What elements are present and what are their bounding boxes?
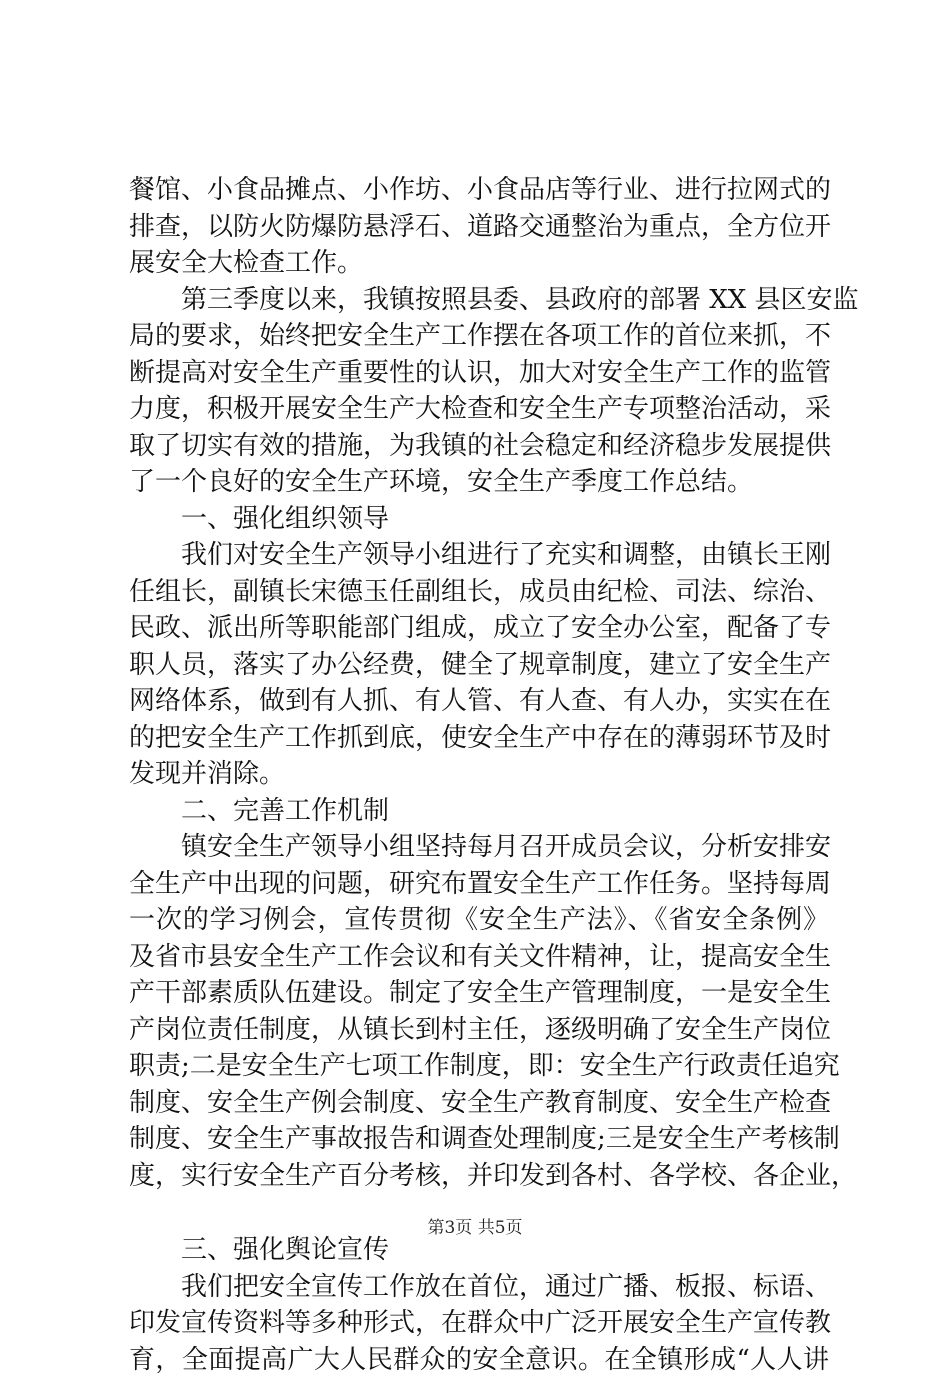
paragraph-line: 排查，以防火防爆防悬浮石、道路交通整治为重点，全方位开 bbox=[129, 209, 829, 246]
paragraph-line: 我们对安全生产领导小组进行了充实和调整，由镇长王刚 bbox=[129, 537, 829, 574]
paragraph-line: 及省市县安全生产工作会议和有关文件精神，让，提高安全生 bbox=[129, 939, 829, 976]
paragraph-line: 力度，积极开展安全生产大检查和安全生产专项整治活动，采 bbox=[129, 391, 829, 428]
section-heading: 二、完善工作机制 bbox=[129, 793, 829, 830]
paragraph-line: 展安全大检查工作。 bbox=[129, 245, 829, 282]
paragraph-line: 局的要求，始终把安全生产工作摆在各项工作的首位来抓，不 bbox=[129, 318, 829, 355]
document-body bbox=[129, 172, 829, 1378]
paragraph-line: 制度、安全生产例会制度、安全生产教育制度、安全生产检查 bbox=[129, 1085, 829, 1122]
paragraph-line: 镇安全生产领导小组坚持每月召开成员会议，分析安排安 bbox=[129, 829, 829, 866]
paragraph-line: 职人员，落实了办公经费，健全了规章制度，建立了安全生产 bbox=[129, 647, 829, 684]
section-heading: 一、强化组织领导 bbox=[129, 501, 829, 538]
paragraph-line: 民政、派出所等职能部门组成，成立了安全办公室，配备了专 bbox=[129, 610, 829, 647]
paragraph-line: 产岗位责任制度，从镇长到村主任，逐级明确了安全生产岗位 bbox=[129, 1012, 829, 1049]
paragraph-line: 印发宣传资料等多种形式，在群众中广泛开展安全生产宣传教 bbox=[129, 1305, 829, 1342]
page-number-footer: 第3页 共5页 bbox=[0, 1217, 950, 1239]
paragraph-line: 产干部素质队伍建设。制定了安全生产管理制度，一是安全生 bbox=[129, 975, 829, 1012]
paragraph-line: 职责;二是安全生产七项工作制度，即：安全生产行政责任追究 bbox=[129, 1048, 829, 1085]
section-heading: 三、强化舆论宣传 bbox=[129, 1232, 829, 1269]
paragraph-line: 我们把安全宣传工作放在首位，通过广播、板报、标语、 bbox=[129, 1269, 829, 1306]
paragraph-line: 任组长，副镇长宋德玉任副组长，成员由纪检、司法、综治、 bbox=[129, 574, 829, 611]
paragraph-line: 第三季度以来，我镇按照县委、县政府的部署 XX 县区安监 bbox=[129, 282, 829, 319]
paragraph-line: 度，实行安全生产百分考核，并印发到各村、各学校、各企业， bbox=[129, 1158, 829, 1195]
paragraph-line: 餐馆、小食品摊点、小作坊、小食品店等行业、进行拉网式的 bbox=[129, 172, 829, 209]
paragraph-line: 全生产中出现的问题，研究布置安全生产工作任务。坚持每周 bbox=[129, 866, 829, 903]
paragraph-line: 一次的学习例会，宣传贯彻《安全生产法》、《省安全条例》 bbox=[129, 902, 829, 939]
paragraph-line: 育，全面提高广大人民群众的安全意识。在全镇形成“人人讲 bbox=[129, 1342, 829, 1378]
paragraph-line: 网络体系，做到有人抓、有人管、有人查、有人办，实实在在 bbox=[129, 683, 829, 720]
paragraph-line: 发现并消除。 bbox=[129, 756, 829, 793]
paragraph-line: 断提高对安全生产重要性的认识，加大对安全生产工作的监管 bbox=[129, 355, 829, 392]
paragraph-line: 的把安全生产工作抓到底，使安全生产中存在的薄弱环节及时 bbox=[129, 720, 829, 757]
paragraph-line: 取了切实有效的措施，为我镇的社会稳定和经济稳步发展提供 bbox=[129, 428, 829, 465]
paragraph-line: 制度、安全生产事故报告和调查处理制度;三是安全生产考核制 bbox=[129, 1121, 829, 1158]
paragraph-line: 了一个良好的安全生产环境，安全生产季度工作总结。 bbox=[129, 464, 829, 501]
